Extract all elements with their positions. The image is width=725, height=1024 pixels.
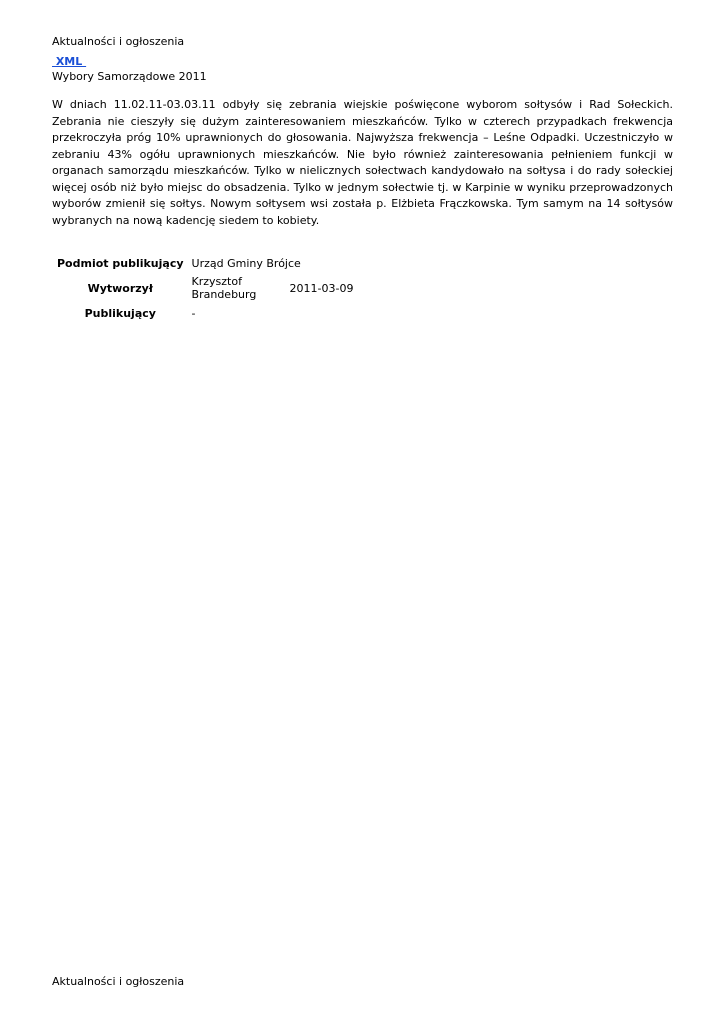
metadata-row-publisher bbox=[57, 252, 361, 274]
publisher-label: Podmiot publikujący bbox=[57, 256, 184, 270]
footer-section-title: Aktualności i ogłoszenia bbox=[52, 975, 185, 988]
created-date: 2011-03-09 bbox=[289, 281, 354, 295]
xml-link[interactable]: XML bbox=[52, 55, 87, 68]
metadata-row-created-by bbox=[57, 274, 361, 302]
publisher-value: Urząd Gminy Brójce bbox=[191, 256, 301, 270]
published-by-label: Publikujący bbox=[84, 306, 156, 320]
created-by-label: Wytworzył bbox=[87, 281, 153, 295]
metadata-row-published-by bbox=[57, 302, 361, 324]
published-by-value: - bbox=[191, 306, 196, 320]
metadata-table bbox=[57, 252, 361, 324]
document-body: W dniach 11.02.11-03.03.11 odbyły się zebrania wiejskie poświęcone wyborom sołtysów i Rad Sołeckich. Zebrania nie cieszyły się dużym zainteresowaniem mieszkańców. Tylko w czterech przypadkach frekwencja przekroczyła próg 10% uprawnionych do głosowania. Najwyższa frekwencja – Leśne Odpadki. Uczestniczyło w zebraniu 43% ogółu uprawnionych mieszkańców. Nie było również zainteresowania pełnieniem funkcji w organach samorządu mieszkańców. Tylko w nielicznych sołectwach kandydowało na sołtysa i do rady sołeckiej więcej osób niż było miejsc do obsadzenia. Tylko w jednym sołectwie tj. w Karpinie w wyniku przeprowadzonych wyborów zmienił się sołtys. Nowym sołtysem wsi została p. Elżbieta Frączkowska. Tym samym na 14 sołtysów wybranych na nową kadencję siedem to kobiety. bbox=[52, 98, 673, 227]
created-by-value: Krzysztof Brandeburg bbox=[191, 275, 257, 301]
section-title: Aktualności i ogłoszenia bbox=[52, 35, 185, 48]
document-title: Wybory Samorządowe 2011 bbox=[52, 70, 207, 83]
